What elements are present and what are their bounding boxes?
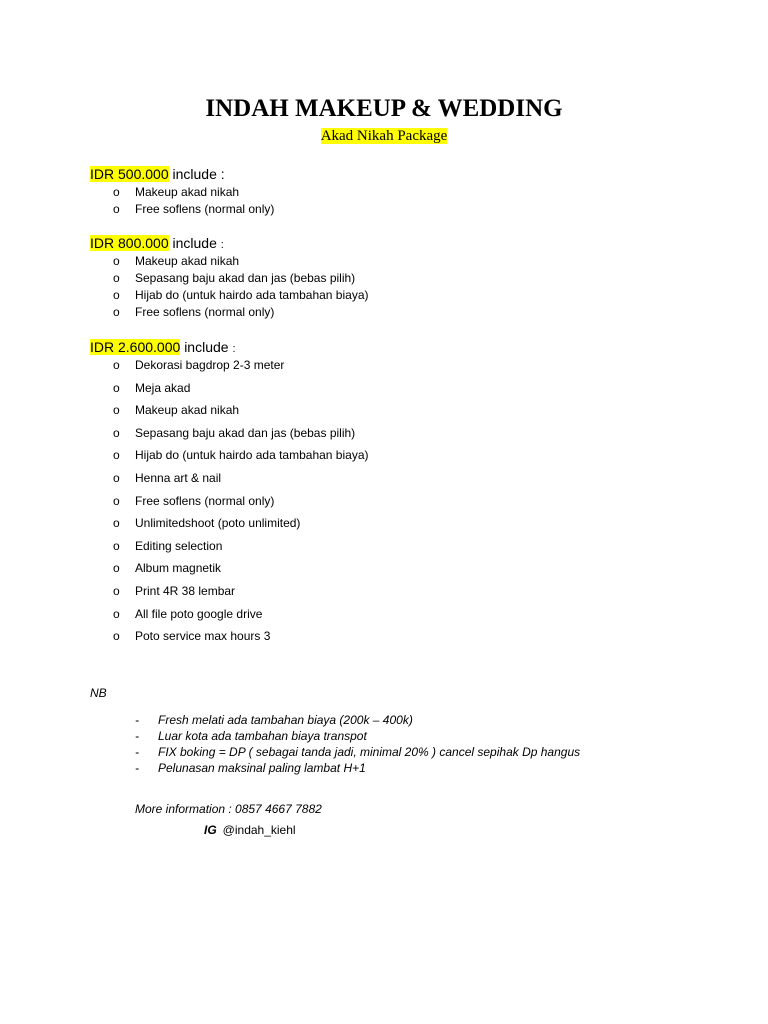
package-3-colon: : (232, 343, 236, 355)
bullet-icon: o (113, 271, 120, 285)
bullet-icon: o (113, 448, 120, 463)
package-2-price: IDR 800.000 (90, 235, 169, 251)
more-information: More information : 0857 4667 7882 (135, 802, 322, 816)
package-3-heading (90, 339, 236, 358)
ig-handle: @indah_kiehl (222, 823, 296, 837)
package-2-include: include (172, 235, 217, 251)
package-3-include: include (184, 339, 229, 355)
dash-icon: - (135, 729, 139, 743)
bullet-icon: o (113, 583, 120, 598)
bullet-icon: o (113, 305, 120, 319)
package-1-heading (90, 166, 225, 183)
package-1-price: IDR 500.000 (90, 166, 169, 182)
bullet-icon: o (113, 493, 120, 508)
ig-label: IG (204, 823, 217, 837)
bullet-icon: o (113, 202, 120, 216)
bullet-icon: o (113, 629, 120, 644)
package-subtitle: Akad Nikah Package (320, 128, 448, 144)
dash-icon: - (135, 745, 139, 759)
bullet-icon: o (113, 254, 120, 268)
package-2-heading (90, 235, 224, 254)
instagram-line (204, 823, 296, 837)
dash-icon: - (135, 761, 139, 775)
bullet-icon: o (113, 538, 120, 553)
nb-label: NB (90, 686, 107, 700)
package-1-include: include : (172, 166, 225, 182)
bullet-icon: o (113, 425, 120, 440)
bullet-icon: o (113, 561, 120, 576)
bullet-icon: o (113, 516, 120, 531)
package-3-price: IDR 2.600.000 (90, 339, 181, 355)
bullet-icon: o (113, 185, 120, 199)
document-title: INDAH MAKEUP & WEDDING (205, 95, 563, 122)
package-subtitle-wrap (0, 127, 768, 146)
package-2-colon: : (220, 239, 224, 251)
bullet-icon: o (113, 606, 120, 621)
bullet-icon: o (113, 380, 120, 395)
bullet-icon: o (113, 470, 120, 485)
bullet-icon: o (113, 288, 120, 302)
dash-icon: - (135, 713, 139, 727)
bullet-icon: o (113, 358, 120, 372)
bullet-icon: o (113, 403, 120, 418)
